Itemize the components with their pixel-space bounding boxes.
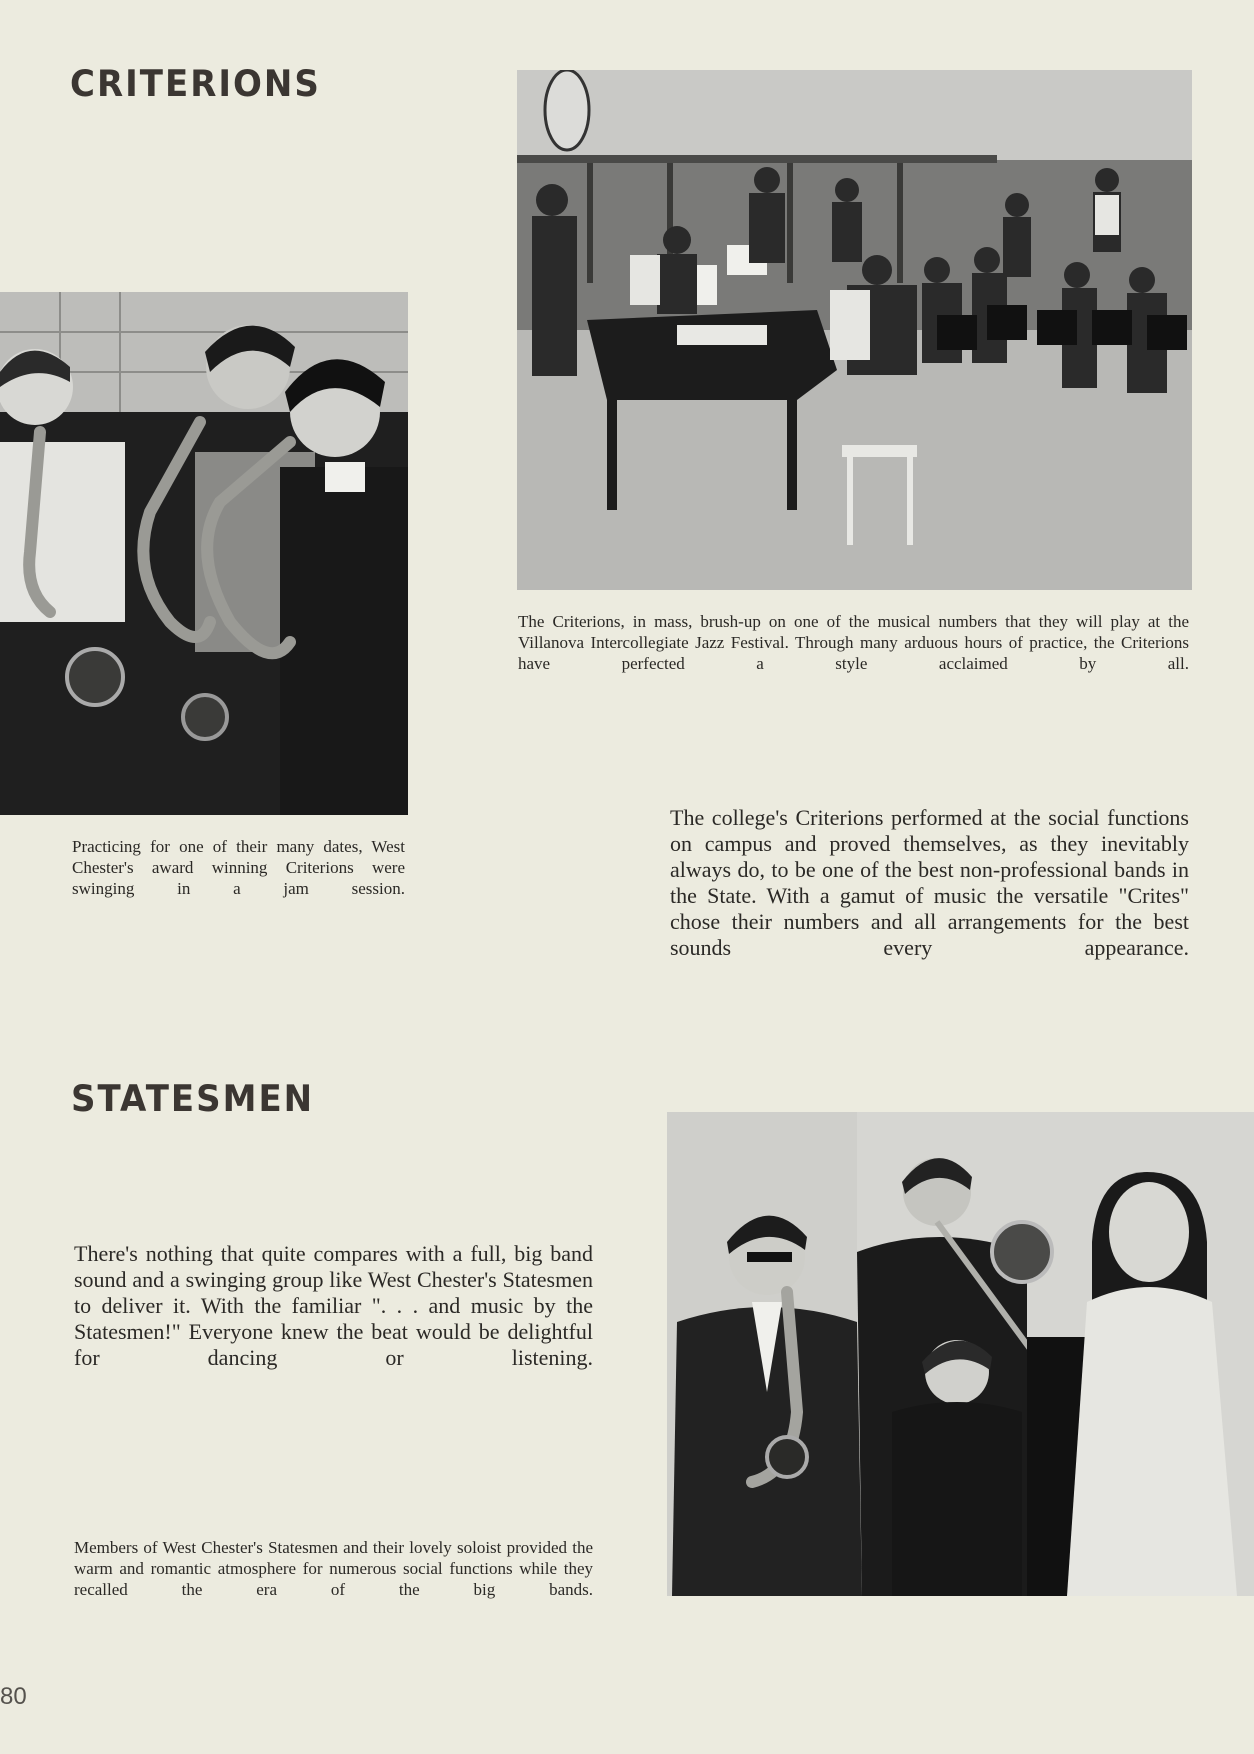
criterions-left-caption: Practicing for one of their many dates, West Chester's award winning Criterions were swinging in a jam session.: [72, 837, 405, 898]
criterions-rehearsal-photo: [517, 70, 1192, 590]
statesmen-group-photo: [667, 1112, 1254, 1596]
statesmen-photo-caption: Members of West Chester's Statesmen and their lovely soloist provided the warm and romantic atmosphere for numerous social functions while they recalled the era of the big bands.: [74, 1538, 593, 1599]
page-number: 80: [0, 1683, 27, 1710]
statesmen-body-text: There's nothing that quite compares with a full, big band sound and a swinging group like West Chester's Statesmen to deliver it. With the familiar ". . . and music by the Statesmen!" Everyone knew the beat would be delightful for dancing or listening.: [74, 1241, 593, 1370]
criterions-top-caption: The Criterions, in mass, brush-up on one of the musical numbers that they will play at the Villanova Intercollegiate Jazz Festival. Through many arduous hours of practice, the Criterions have perfected a style acclaimed by all.: [518, 612, 1189, 673]
criterions-heading: CRITERIONS: [70, 62, 321, 106]
statesmen-heading: STATESMEN: [71, 1077, 315, 1121]
criterions-body-text: The college's Criterions performed at the social functions on campus and proved themselves, as they inevitably always do, to be one of the best non-professional bands in the State. With a gamut of music the versatile "Crites" chose their numbers and all arrangements for the best sounds every appearance.: [670, 805, 1189, 960]
criterions-saxophone-photo: [0, 292, 408, 815]
